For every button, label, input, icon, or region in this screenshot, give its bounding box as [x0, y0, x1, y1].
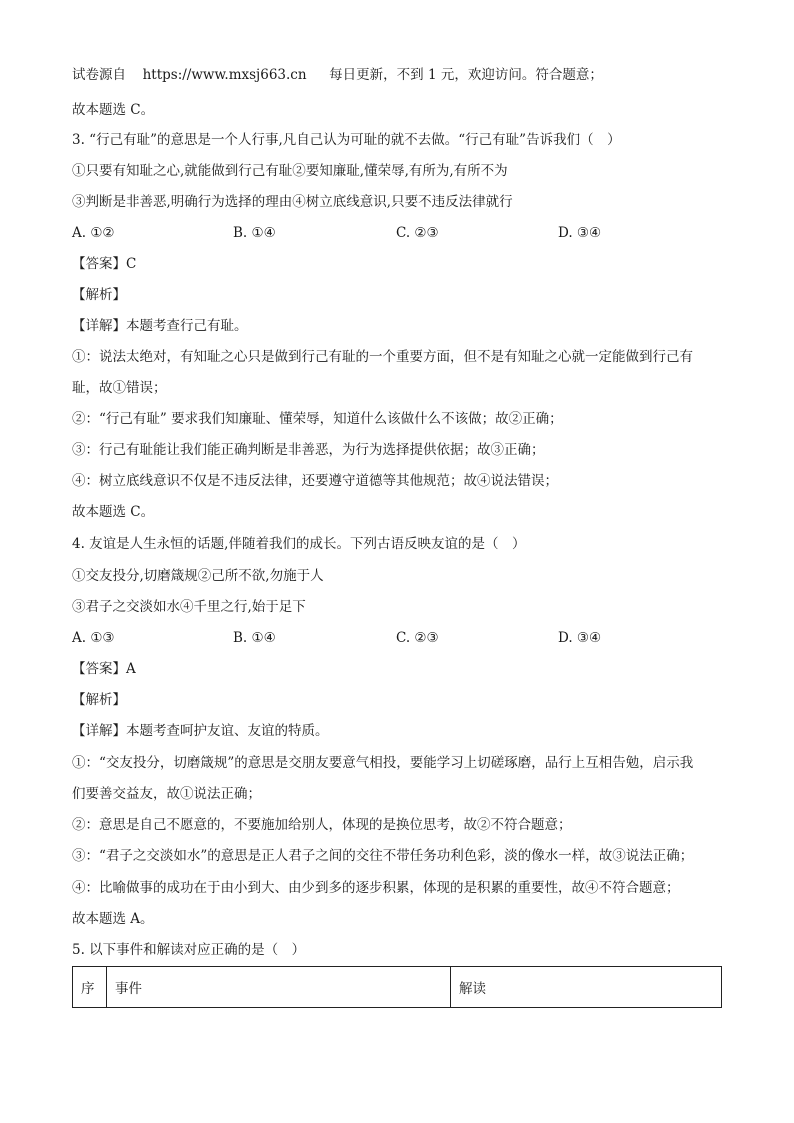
q3-statements-line2: ③判断是非善恶,明确行为选择的理由④树立底线意识,只要不违反法律就行 — [72, 194, 513, 210]
q3-detail: 【详解】本题考查行己有耻。 — [72, 318, 248, 334]
q4-option-a: A. ①③ — [72, 630, 115, 646]
q3-explanation-1-line1: ①：说法太绝对，有知耻之心只是做到行己有耻的一个重要方面，但不是有知耻之心就一定能做到行己有 — [72, 349, 693, 365]
q3-explanation-3: ③：行己有耻能让我们能正确判断是非善恶，为行为选择提供依据；故③正确； — [72, 442, 545, 458]
q4-answer: 【答案】A — [72, 661, 136, 677]
q3-answer: 【答案】C — [72, 256, 137, 272]
q4-explanation-1-line2: 们要善交益友，故①说法正确； — [72, 786, 261, 802]
q4-conclusion: 故本题选 A。 — [72, 911, 154, 927]
q4-explanation-2: ②：意思是自己不愿意的，不要施加给别人，体现的是换位思考，故②不符合题意； — [72, 817, 572, 833]
q4-option-b: B. ①④ — [233, 630, 276, 646]
q3-analysis-label: 【解析】 — [72, 287, 126, 303]
q3-explanation-1-line2: 耻，故①错误； — [72, 380, 167, 396]
source-notice: 每日更新，不到 1 元，欢迎访问。符合题意； — [329, 67, 603, 83]
q3-conclusion: 故本题选 C。 — [72, 504, 155, 520]
source-label: 试卷源自 — [72, 67, 126, 83]
table-header-index: 序 — [73, 967, 107, 1008]
q4-option-d: D. ③④ — [558, 630, 602, 646]
prev-conclusion: 故本题选 C。 — [72, 102, 155, 118]
q4-stem: 4. 友谊是人生永恒的话题,伴随着我们的成长。下列古语反映友谊的是（ ） — [72, 536, 526, 552]
q4-statements-line1: ①交友投分,切磨箴规②己所不欲,勿施于人 — [72, 568, 324, 584]
source-header — [72, 66, 603, 84]
q4-detail: 【详解】本题考查呵护友谊、友谊的特质。 — [72, 723, 329, 739]
q3-statements-line1: ①只要有知耻之心,就能做到行己有耻②要知廉耻,懂荣辱,有所为,有所不为 — [72, 163, 508, 179]
q4-explanation-1-line1: ①：“交友投分，切磨箴规”的意思是交朋友要意气相投，要能学习上切磋琢磨，品行上互相告勉，启示我 — [72, 755, 694, 771]
q4-explanation-3: ③：“君子之交淡如水”的意思是正人君子之间的交往不带任务功利色彩，淡的像水一样，故③说法正确； — [72, 848, 694, 864]
table-header-row — [73, 967, 722, 1008]
q3-option-c: C. ②③ — [396, 225, 439, 241]
q3-option-a: A. ①② — [72, 225, 115, 241]
q4-explanation-4: ④：比喻做事的成功在于由小到大、由少到多的逐步积累，体现的是积累的重要性，故④不符合题意； — [72, 880, 680, 896]
q4-statements-line2: ③君子之交淡如水④千里之行,始于足下 — [72, 599, 306, 615]
q5-events-table — [72, 966, 722, 1008]
q3-explanation-4: ④：树立底线意识不仅是不违反法律，还要遵守道德等其他规范；故④说法错误； — [72, 473, 558, 489]
q4-option-c: C. ②③ — [396, 630, 439, 646]
q3-stem: 3. “行己有耻”的意思是一个人行事,凡自己认为可耻的就不去做。“行己有耻”告诉我们（ ） — [72, 132, 621, 148]
source-url[interactable]: https://www.mxsj663.cn — [142, 67, 307, 83]
q3-option-b: B. ①④ — [233, 225, 276, 241]
q4-analysis-label: 【解析】 — [72, 692, 126, 708]
table-header-event: 事件 — [107, 967, 451, 1008]
q3-explanation-2: ②：“行己有耻” 要求我们知廉耻、懂荣辱，知道什么该做什么不该做；故②正确； — [72, 411, 563, 427]
q5-stem: 5. 以下事件和解读对应正确的是（ ） — [72, 942, 306, 958]
table-header-interpretation: 解读 — [451, 967, 722, 1008]
q3-option-d: D. ③④ — [558, 225, 602, 241]
